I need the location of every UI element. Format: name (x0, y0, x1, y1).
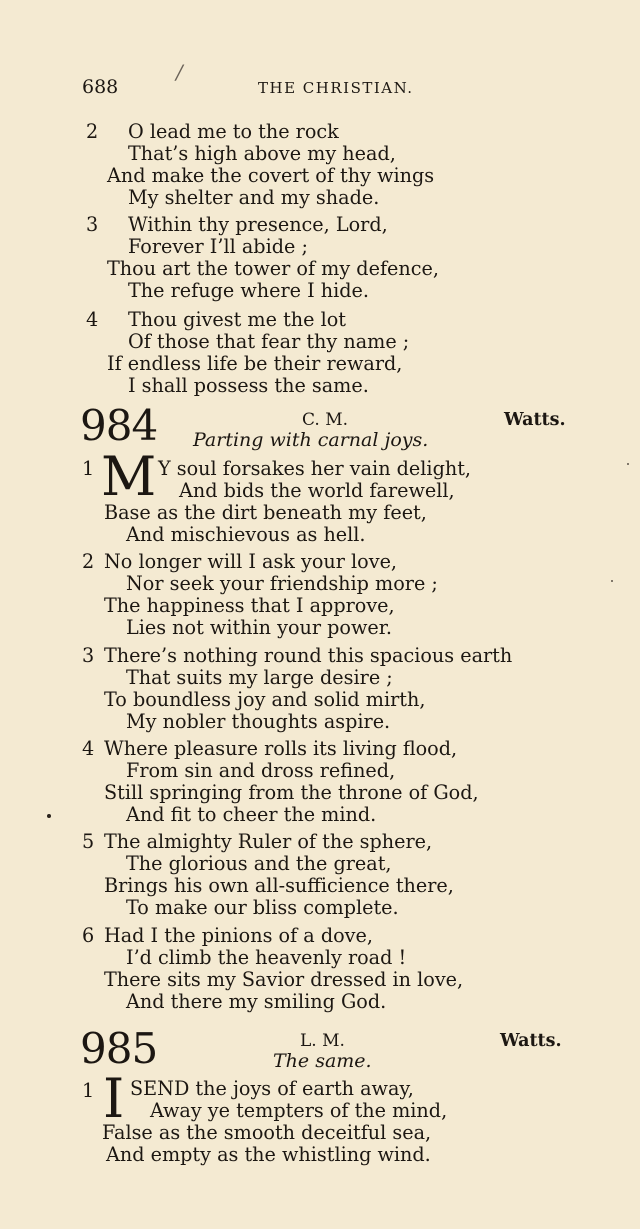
verse-number: 4 (82, 737, 95, 760)
verse-number: 3 (86, 213, 99, 236)
verse-number: 4 (86, 308, 99, 331)
verse-line: Base as the dirt beneath my feet, (104, 501, 427, 524)
verse-line: The refuge where I hide. (128, 279, 370, 302)
verse-number: 1 (82, 1079, 95, 1102)
hymn-author: Watts. (504, 410, 566, 430)
verse-line: Nor seek your friendship more ; (126, 572, 438, 595)
verse-line: There sits my Savior dressed in love, (104, 968, 464, 991)
verse-line: And empty as the whistling wind. (106, 1143, 431, 1166)
paper-speck (611, 580, 613, 582)
verse-line: The happiness that I approve, (104, 594, 395, 617)
hymn-subtitle: Parting with carnal joys. (193, 429, 429, 451)
verse-line: That’s high above my head, (128, 142, 396, 165)
verse-line: From sin and dross refined, (126, 759, 396, 782)
verse-line: Brings his own all-sufficience there, (104, 874, 454, 897)
verse-line: Thou givest me the lot (128, 308, 347, 331)
ink-dot (47, 814, 51, 818)
verse-number: 5 (82, 830, 95, 853)
verse-line: I’d climb the heavenly road ! (126, 946, 407, 969)
verse-line: Away ye tempters of the mind, (150, 1099, 448, 1122)
pencil-mark: / (176, 60, 183, 84)
verse-line: False as the smooth deceitful sea, (102, 1121, 432, 1144)
hymn-meter: C. M. (302, 410, 349, 430)
verse-number: 6 (82, 924, 95, 947)
drop-cap: I (103, 1067, 125, 1130)
verse-line: To make our bliss complete. (126, 896, 399, 919)
hymn-author: Watts. (500, 1031, 562, 1051)
verse-line: Within thy presence, Lord, (128, 213, 388, 236)
verse-line: I shall possess the same. (128, 374, 369, 397)
verse-line: The almighty Ruler of the sphere, (104, 830, 433, 853)
verse-line: To boundless joy and solid mirth, (104, 688, 426, 711)
verse-line: And fit to cheer the mind. (126, 803, 377, 826)
verse-number: 2 (86, 120, 99, 143)
hymn-subtitle: The same. (273, 1050, 372, 1072)
verse-line: Of those that fear thy name ; (128, 330, 410, 353)
verse-line: And make the covert of thy wings (107, 164, 435, 187)
hymn-number: 984 (80, 401, 158, 450)
verse-line: The glorious and the great, (126, 852, 392, 875)
verse-line: Where pleasure rolls its living flood, (104, 737, 458, 760)
verse-line: Had I the pinions of a dove, (104, 924, 373, 947)
paper-speck (627, 463, 629, 465)
verse-number: 2 (82, 550, 95, 573)
verse-line: Y soul forsakes her vain delight, (158, 457, 472, 480)
verse-line: No longer will I ask your love, (104, 550, 398, 573)
verse-number: 3 (82, 644, 95, 667)
drop-cap: M (101, 445, 157, 508)
verse-line: And there my smiling God. (126, 990, 387, 1013)
running-title: THE CHRISTIAN. (258, 79, 414, 97)
verse-line: And bids the world farewell, (179, 479, 455, 502)
verse-number: 1 (82, 457, 95, 480)
verse-line: My shelter and my shade. (128, 186, 380, 209)
verse-line: Forever I’ll abide ; (128, 235, 308, 258)
verse-line: O lead me to the rock (128, 120, 339, 143)
verse-line: My nobler thoughts aspire. (126, 710, 391, 733)
verse-line: Thou art the tower of my defence, (107, 257, 439, 280)
verse-line: That suits my large desire ; (126, 666, 393, 689)
hymn-number: 985 (80, 1024, 158, 1073)
verse-line: There’s nothing round this spacious earth (104, 644, 513, 667)
verse-line: Still springing from the throne of God, (104, 781, 479, 804)
verse-line: Lies not within your power. (126, 616, 392, 639)
page-number: 688 (82, 76, 119, 98)
verse-line: SEND the joys of earth away, (130, 1077, 414, 1100)
verse-line: If endless life be their reward, (107, 352, 403, 375)
hymn-meter: L. M. (300, 1031, 345, 1051)
verse-line: And mischievous as hell. (126, 523, 366, 546)
